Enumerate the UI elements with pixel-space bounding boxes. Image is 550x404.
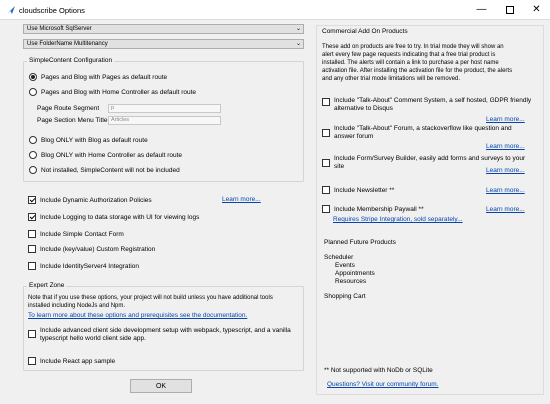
talkabout-comments-line-2: alternative to Disqus (334, 105, 393, 112)
checkbox-label (334, 97, 531, 113)
checkbox-label: Include Newsletter ** (334, 186, 395, 194)
scheduler-label: Scheduler (324, 254, 354, 261)
checkbox-advanced-client[interactable] (28, 327, 291, 343)
radio-indicator (29, 88, 37, 96)
form-builder-line-1: Include Form/Survey Builder, easily add forms and surveys to your (334, 155, 526, 162)
checkbox-label: Include React app sample (40, 357, 116, 365)
expert-note-line-1: Note that if you use these options, your project will not build unless you have additional tools (28, 295, 273, 301)
commercial-intro-line-5: and any other trial mode limitations will be removed. (322, 76, 461, 82)
nodb-footnote: ** Not supported with NoDb or SQLite (324, 367, 433, 374)
dynamic-authorization-learn-more-link[interactable]: Learn more... (222, 196, 261, 203)
commercial-intro-line-2: alert every few page requests indicating that a free trial product is (322, 52, 496, 58)
checkbox-logging[interactable] (28, 213, 199, 221)
radio-pages-blog-home[interactable] (29, 88, 196, 96)
checkbox-indicator (28, 330, 36, 338)
checkbox-indicator (28, 357, 36, 365)
database-select-value: Use Microsoft SqlServer (27, 26, 92, 32)
maximize-icon (506, 6, 514, 14)
chevron-down-icon: ⌄ (295, 26, 301, 32)
checkbox-identityserver4[interactable] (28, 262, 139, 270)
radio-label: Not installed, SimpleContent will not be included (41, 166, 180, 174)
radio-label: Blog ONLY with Blog as default route (41, 136, 148, 144)
expert-note-line-2: installed including NodeJs and Npm. (28, 303, 126, 309)
page-route-label: Page Route Segment (37, 105, 100, 112)
page-route-value: p (111, 105, 115, 111)
radio-blog-only-home[interactable] (29, 151, 182, 159)
radio-indicator (29, 151, 37, 159)
newsletter-learn-more-link[interactable]: Learn more... (486, 187, 525, 194)
close-icon: ✕ (532, 4, 541, 15)
radio-indicator (29, 166, 37, 174)
commercial-intro-line-3: installed. The alerts will contain a link to purchase a per host name (322, 60, 499, 66)
multitenancy-select-value: Use FolderName Multitenancy (27, 41, 108, 47)
checkbox-indicator (28, 262, 36, 270)
radio-blog-only-blog[interactable] (29, 136, 148, 144)
radio-label: Pages and Blog with Home Controller as default route (41, 88, 197, 96)
expert-zone-legend: Expert Zone (29, 282, 65, 289)
checkbox-label (40, 327, 291, 343)
documentation-link[interactable]: To learn more about these options and prerequisites see the documentation. (28, 312, 248, 319)
membership-paywall-learn-more-link[interactable]: Learn more... (486, 206, 525, 213)
radio-indicator (29, 136, 37, 144)
checkbox-membership-paywall[interactable] (322, 205, 424, 213)
maximize-button[interactable] (496, 0, 523, 19)
checkbox-indicator (322, 98, 330, 106)
checkbox-contact-form[interactable] (28, 230, 124, 238)
checkbox-talkabout-comments[interactable] (322, 97, 531, 113)
checkbox-label: Include Simple Contact Form (40, 230, 124, 238)
checkbox-label: Include Dynamic Authorization Policies (40, 196, 152, 204)
checkbox-newsletter[interactable] (322, 186, 394, 194)
checkbox-indicator (322, 186, 330, 194)
checkbox-label: Include Logging to data storage with UI for viewing logs (40, 213, 200, 221)
checkbox-indicator (322, 159, 330, 167)
checkbox-react-sample[interactable] (28, 357, 115, 365)
checkbox-indicator (322, 129, 330, 137)
ok-label: OK (155, 382, 167, 390)
window-title: cloudscribe Options (19, 6, 85, 15)
checkbox-custom-registration[interactable] (28, 245, 155, 253)
radio-not-installed[interactable] (29, 166, 180, 174)
commercial-intro-line-1: These add on products are free to try. In trial mode they will show an (322, 44, 504, 50)
talkabout-comments-line-1: Include "Talk-About" Comment System, a self hosted, GDPR friendly (334, 97, 532, 104)
commercial-intro-line-4: activation file. After installing the activation file for the product, the alerts (322, 68, 513, 74)
checkbox-label: Include Membership Paywall ** (334, 205, 424, 213)
scheduler-item-resources: Resources (335, 278, 367, 285)
checkbox-label: Include IdentityServer4 Integration (40, 262, 140, 270)
checkbox-indicator (322, 205, 330, 213)
talkabout-forum-learn-more-link[interactable]: Learn more... (486, 143, 525, 150)
talkabout-forum-line-1: Include "Talk-About" Forum, a stackoverflow like question and (334, 125, 512, 132)
stripe-integration-link[interactable]: Requires Stripe Integration, sold separately... (333, 216, 463, 223)
page-section-input[interactable] (108, 116, 221, 125)
page-section-label: Page Section Menu Title (37, 117, 108, 124)
shopping-cart-label: Shopping Cart (324, 293, 366, 300)
checkbox-dynamic-authorization[interactable] (28, 196, 152, 204)
minimize-button[interactable] (468, 0, 495, 19)
checkbox-indicator (28, 213, 36, 221)
checkbox-label: Include (key/value) Custom Registration (40, 245, 156, 253)
chevron-down-icon: ⌄ (295, 41, 301, 47)
talkabout-forum-line-2: answer forum (334, 133, 374, 140)
form-builder-learn-more-link[interactable]: Learn more... (486, 167, 525, 174)
checkbox-indicator (28, 230, 36, 238)
page-route-input[interactable] (108, 104, 221, 113)
close-button[interactable] (523, 0, 550, 19)
checkbox-indicator (28, 196, 36, 204)
commercial-heading: Commercial Add On Products (322, 28, 408, 35)
multitenancy-select[interactable] (23, 39, 304, 49)
community-forum-link[interactable]: Questions? Visit our community forum. (327, 381, 439, 388)
ok-button[interactable] (130, 379, 192, 393)
radio-indicator (29, 73, 37, 81)
scheduler-item-events: Events (335, 262, 355, 269)
checkbox-indicator (28, 245, 36, 253)
radio-label: Blog ONLY with Home Controller as default route (41, 151, 183, 159)
title-bar (0, 0, 550, 20)
checkbox-label (334, 125, 512, 141)
talkabout-comments-learn-more-link[interactable]: Learn more... (486, 116, 525, 123)
page-section-value: Articles (111, 117, 130, 123)
minimize-icon: — (476, 4, 487, 15)
radio-pages-blog-pages[interactable] (29, 73, 167, 81)
advanced-client-line-1: Include advanced client side development setup with webpack, typescript, and a vanilla (40, 327, 291, 334)
app-icon (6, 5, 16, 15)
advanced-client-line-2: typescript hello world client side app. (40, 335, 146, 342)
form-builder-line-2: site (334, 163, 345, 170)
checkbox-talkabout-forum[interactable] (322, 125, 512, 141)
planned-products-heading: Planned Future Products (324, 239, 396, 246)
scheduler-item-appointments: Appointments (335, 270, 375, 277)
database-select[interactable] (23, 24, 304, 34)
radio-label: Pages and Blog with Pages as default route (41, 73, 168, 81)
simple-content-legend: SimpleContent Configuration (29, 57, 113, 64)
